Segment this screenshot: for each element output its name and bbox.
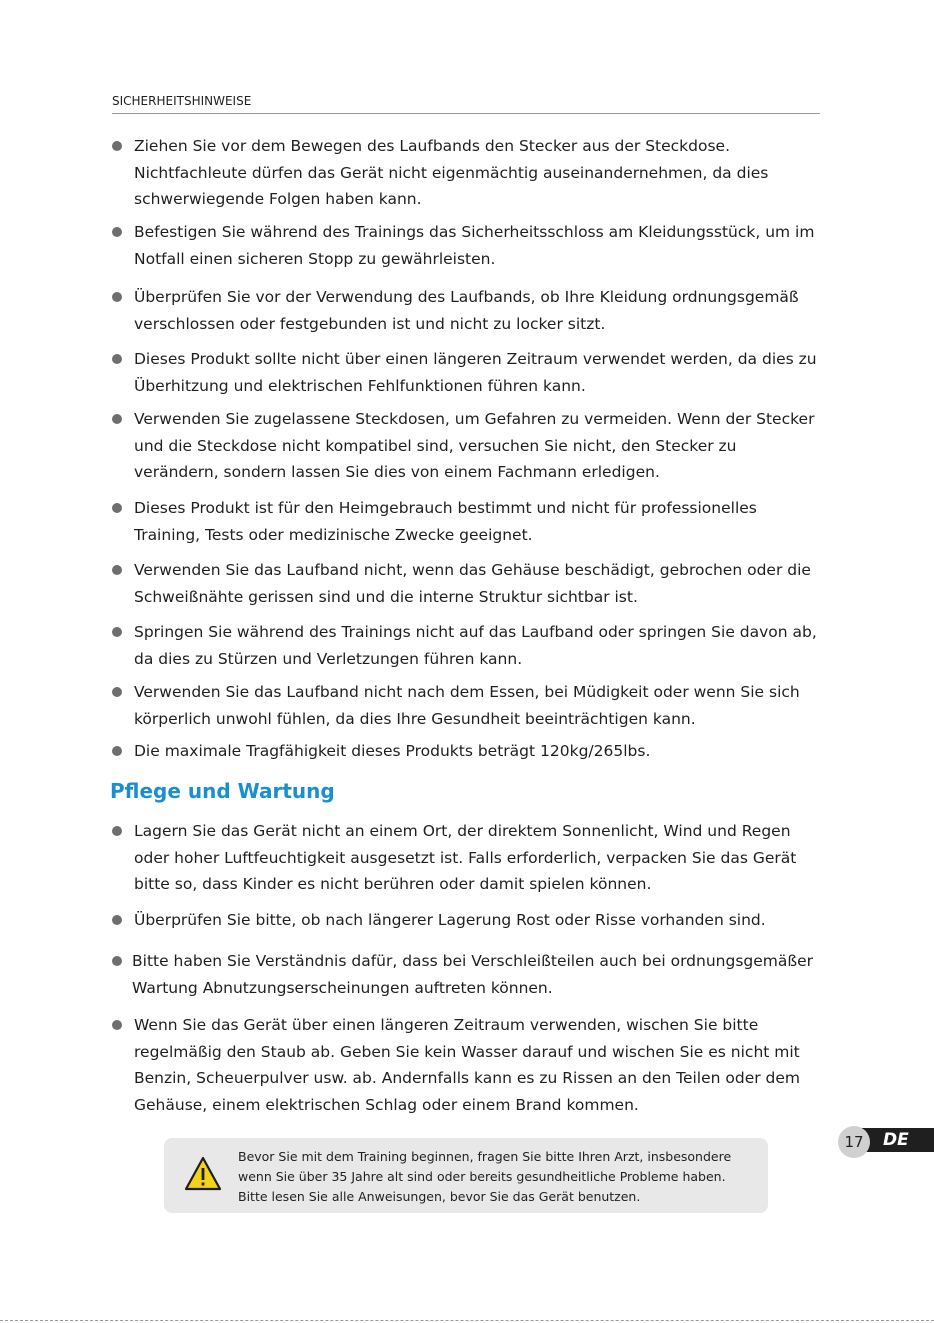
safety-item: Die maximale Tragfähigkeit dieses Produkts beträgt 120kg/265lbs.	[112, 738, 826, 765]
safety-item: Dieses Produkt sollte nicht über einen längeren Zeitraum verwendet werden, da dies zu Überhitzung und elektrischen Fehlfunktionen führen kann.	[112, 346, 826, 399]
page-badge	[838, 1128, 934, 1158]
safety-item: Ziehen Sie vor dem Bewegen des Laufbands den Stecker aus der Steckdose. Nichtfachleute dürfen das Gerät nicht eigenmächtig auseinandernehmen, da dies schwerwiegende Folgen haben kann.	[112, 133, 826, 213]
warning-triangle-icon	[184, 1156, 222, 1192]
safety-item: Verwenden Sie zugelassene Steckdosen, um Gefahren zu vermeiden. Wenn der Stecker und die Steckdose nicht kompatibel sind, versuchen Sie nicht, den Stecker zu verändern, sondern lassen Sie dies von einem Fachmann erledigen.	[112, 406, 826, 486]
header-title: SICHERHEITSHINWEISE	[112, 94, 252, 108]
warning-box	[164, 1138, 768, 1213]
warning-line: Bevor Sie mit dem Training beginnen, fragen Sie bitte Ihren Arzt, insbesondere	[238, 1149, 732, 1164]
bullet-dot-icon	[112, 746, 122, 756]
care-item: Überprüfen Sie bitte, ob nach längerer Lagerung Rost oder Risse vorhanden sind.	[112, 907, 826, 934]
safety-item: Befestigen Sie während des Trainings das Sicherheitsschloss am Kleidungsstück, um im Notfall einen sicheren Stopp zu gewährleisten.	[112, 219, 826, 272]
warning-line: wenn Sie über 35 Jahre alt sind oder bereits gesundheitliche Probleme haben.	[238, 1169, 726, 1184]
language-code: DE	[883, 1130, 909, 1150]
bullet-dot-icon	[112, 956, 122, 966]
header-divider	[112, 113, 820, 114]
care-item: Wenn Sie das Gerät über einen längeren Zeitraum verwenden, wischen Sie bitte regelmäßig den Staub ab. Geben Sie kein Wasser darauf und wischen Sie es nicht mit Benzin, Scheuerpulver usw. ab. Andernfalls kann es zu Rissen an den Teilen oder dem Gehäuse, einem elektrischen Schlag oder einem Brand kommen.	[112, 1012, 826, 1118]
warning-text	[238, 1147, 758, 1207]
section-title: Pflege und Wartung	[110, 779, 335, 803]
bullet-dot-icon	[112, 503, 122, 513]
bullet-dot-icon	[112, 292, 122, 302]
bottom-dashed-line	[0, 1320, 934, 1321]
bullet-dot-icon	[112, 414, 122, 424]
care-item: Lagern Sie das Gerät nicht an einem Ort, der direktem Sonnenlicht, Wind und Regen oder hoher Luftfeuchtigkeit ausgesetzt ist. Falls erforderlich, verpacken Sie das Gerät bitte so, dass Kinder es nicht berühren oder damit spielen können.	[112, 818, 826, 898]
care-item: Bitte haben Sie Verständnis dafür, dass bei Verschleißteilen auch bei ordnungsgemäßer Wartung Abnutzungserscheinungen auftreten können.	[112, 948, 838, 1001]
bullet-dot-icon	[112, 354, 122, 364]
bullet-dot-icon	[112, 826, 122, 836]
safety-item: Springen Sie während des Trainings nicht auf das Laufband oder springen Sie davon ab, da dies zu Stürzen und Verletzungen führen kann.	[112, 619, 826, 672]
warning-line: Bitte lesen Sie alle Anweisungen, bevor Sie das Gerät benutzen.	[238, 1189, 641, 1204]
safety-item: Dieses Produkt ist für den Heimgebrauch bestimmt und nicht für professionelles Training, Tests oder medizinische Zwecke geeignet.	[112, 495, 826, 548]
bullet-dot-icon	[112, 687, 122, 697]
bullet-dot-icon	[112, 141, 122, 151]
page-number: 17	[838, 1126, 870, 1158]
safety-item: Verwenden Sie das Laufband nicht, wenn das Gehäuse beschädigt, gebrochen oder die Schweißnähte gerissen sind und die interne Struktur sichtbar ist.	[112, 557, 826, 610]
bullet-dot-icon	[112, 915, 122, 925]
bullet-dot-icon	[112, 227, 122, 237]
bullet-dot-icon	[112, 627, 122, 637]
bullet-dot-icon	[112, 1020, 122, 1030]
bullet-dot-icon	[112, 565, 122, 575]
safety-item: Verwenden Sie das Laufband nicht nach dem Essen, bei Müdigkeit oder wenn Sie sich körperlich unwohl fühlen, da dies Ihre Gesundheit beeinträchtigen kann.	[112, 679, 826, 732]
safety-item: Überprüfen Sie vor der Verwendung des Laufbands, ob Ihre Kleidung ordnungsgemäß verschlossen oder festgebunden ist und nicht zu locker sitzt.	[112, 284, 826, 337]
